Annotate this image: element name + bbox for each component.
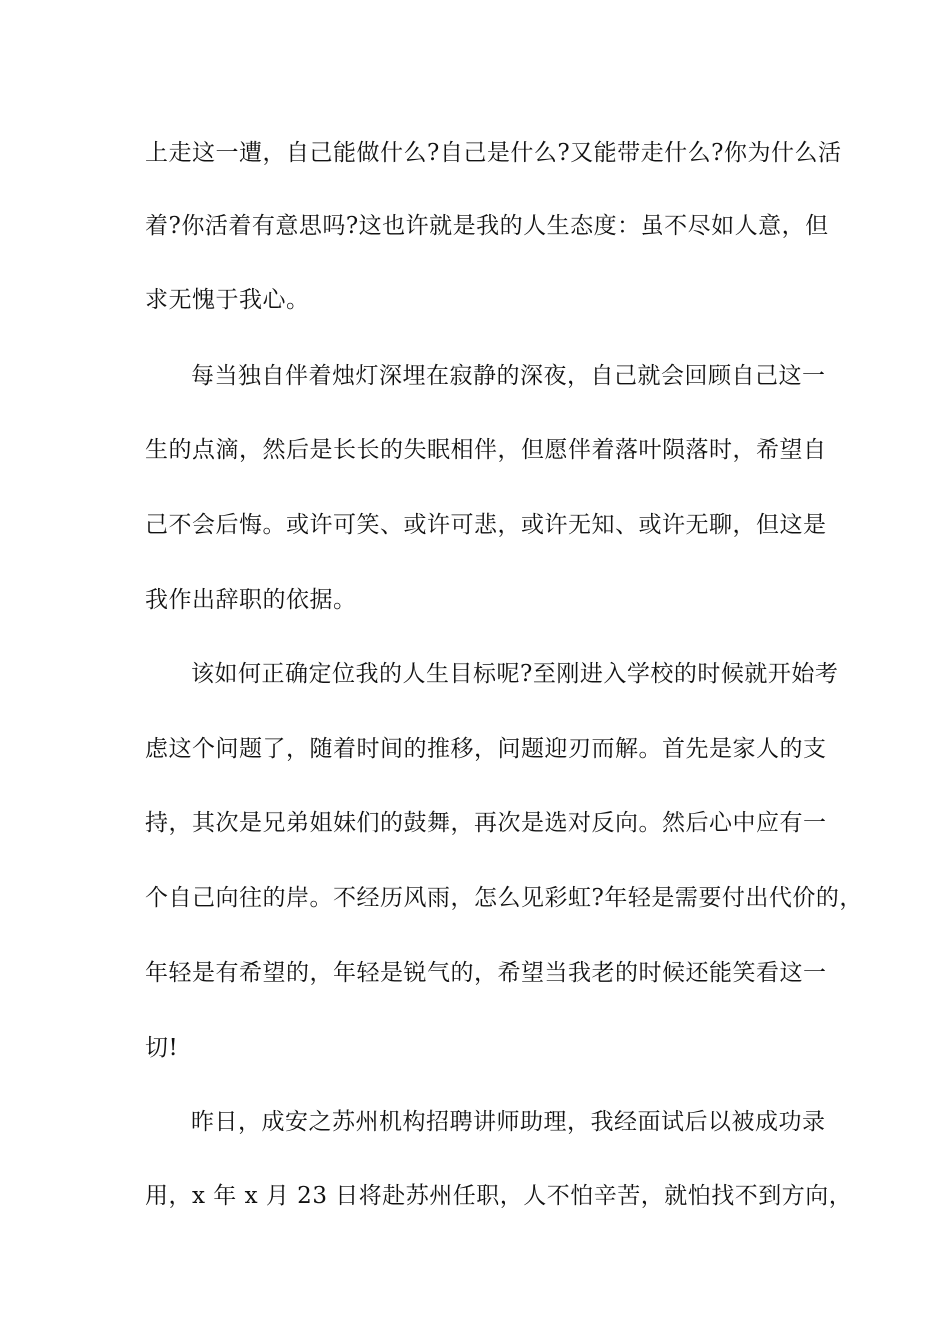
paragraph-2-line-2: 生的点滴，然后是长长的失眠相伴，但愿伴着落叶陨落时，希望自 <box>145 437 827 463</box>
paragraph-1-line-1: 上走这一遭，自己能做什么?自己是什么?又能带走什么?你为什么活 <box>145 140 842 166</box>
paragraph-3-line-4: 个自己向往的岸。不经历风雨，怎么见彩虹?年轻是需要付出代价的， <box>145 885 863 911</box>
paragraph-3-line-3: 持，其次是兄弟姐妹们的鼓舞，再次是选对反向。然后心中应有一 <box>145 810 827 836</box>
paragraph-3-line-6: 切! <box>145 1035 179 1061</box>
paragraph-4-line-2: 用，x 年 x 月 23 日将赴苏州任职，人不怕辛苦，就怕找不到方向， <box>145 1183 853 1209</box>
paragraph-3-line-5: 年轻是有希望的，年轻是锐气的，希望当我老的时候还能笑看这一 <box>145 960 827 986</box>
paragraph-1-line-3: 求无愧于我心。 <box>145 287 310 313</box>
paragraph-2-line-1: 每当独自伴着烛灯深埋在寂静的深夜，自己就会回顾自己这一 <box>191 363 826 389</box>
paragraph-3-line-2: 虑这个问题了，随着时间的推移，问题迎刃而解。首先是家人的支 <box>145 736 827 762</box>
paragraph-2-line-3: 己不会后悔。或许可笑、或许可悲，或许无知、或许无聊，但这是 <box>145 512 827 538</box>
paragraph-1-line-2: 着?你活着有意思吗?这也许就是我的人生态度：虽不尽如人意，但 <box>145 213 829 239</box>
paragraph-3-line-1: 该如何正确定位我的人生目标呢?至刚进入学校的时候就开始考 <box>191 661 839 687</box>
paragraph-2-line-4: 我作出辞职的依据。 <box>145 587 357 613</box>
paragraph-4-line-1: 昨日，成安之苏州机构招聘讲师助理，我经面试后以被成功录 <box>191 1109 826 1135</box>
